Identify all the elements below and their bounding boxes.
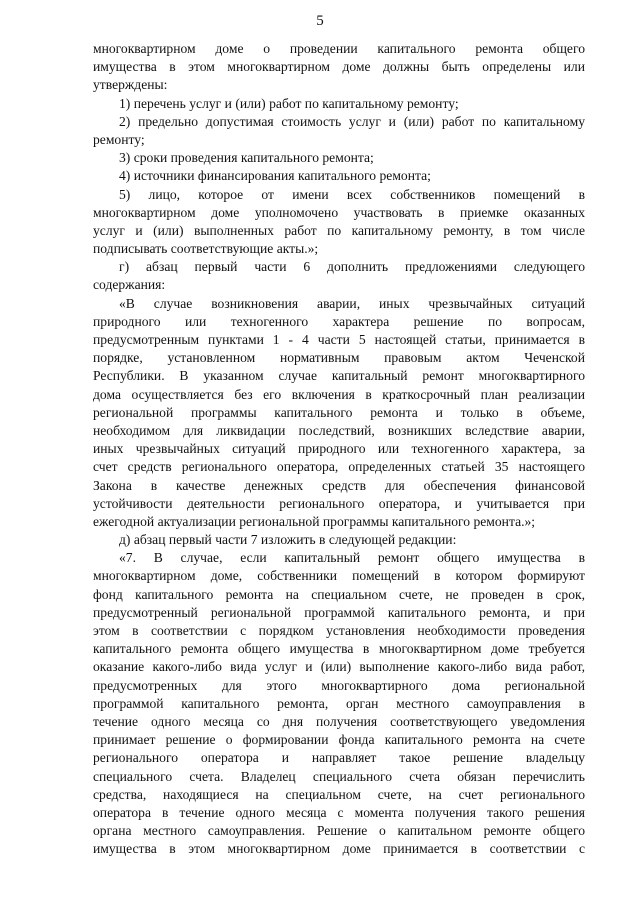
text-line: предусмотренным пунктами 1 - 4 части 5 настоящей статьи, принимается в xyxy=(93,332,585,347)
text-line: многоквартирном доме о проведении капитального ремонта общего xyxy=(93,41,585,56)
text-line: принимает решение о формировании фонда капитального ремонта на счете xyxy=(93,732,585,748)
text-line: региональной программы капитального ремонта и только в объеме, xyxy=(93,404,585,420)
text-line: содержания: xyxy=(93,277,166,293)
text-line: средства, находящиеся на специальном счете, на счет регионального xyxy=(93,786,585,802)
text-line: «В случае возникновения аварии, иных чрезвычайных ситуаций xyxy=(119,295,585,311)
text-line: многоквартирном доме, собственники помещений в котором формируют xyxy=(93,568,585,584)
text-line: подписывать соответствующие акты.»; xyxy=(93,241,319,257)
text-line: ремонту; xyxy=(93,131,145,147)
text-line: Закона в качестве денежных средств для обеспечения финансовой xyxy=(93,477,585,493)
text-line: г) абзац первый части 6 дополнить предложениями следующего xyxy=(119,259,585,275)
text-line: 2) предельно допустимая стоимость услуг и (или) работ по капитальному xyxy=(119,113,585,129)
text-line: этом в соответствии с порядком установления необходимости проведения xyxy=(93,623,585,638)
text-line: иных чрезвычайных ситуаций природного или техногенного характера, за xyxy=(93,441,585,457)
text-line: д) абзац первый части 7 изложить в следующей редакции: xyxy=(119,532,457,548)
text-line: дома осуществляется без его включения в краткосрочный план реализации xyxy=(93,386,585,402)
text-line: услуг и (или) выполненных работ по капитальному ремонту, в том числе xyxy=(93,222,585,238)
text-line: порядке, установленном нормативным правовым актом Чеченской xyxy=(93,350,585,366)
text-line: 5) лицо, которое от имени всех собственников помещений в xyxy=(119,186,585,202)
text-line: предусмотренных для этого многоквартирного дома региональной xyxy=(93,677,585,693)
text-line: утверждены: xyxy=(93,77,168,93)
text-line: «7. В случае, если капитальный ремонт общего имущества в xyxy=(119,550,585,566)
text-line: оператора в течение одного месяца с момента получения такого решения xyxy=(93,804,585,820)
text-line: специального счета. Владелец специального счета обязан перечислить xyxy=(93,768,585,784)
text-line: капитального ремонта общего имущества в многоквартирном доме требуется xyxy=(93,641,585,657)
text-line: природного или техногенного характера решение по вопросам, xyxy=(93,313,585,329)
text-line: устойчивости деятельности регионального оператора, и учитывается при xyxy=(93,495,585,511)
text-line: необходимом для ликвидации последствий, возникших вследствие аварии, xyxy=(93,422,585,438)
text-line: имущества в этом многоквартирном доме должны быть определены или xyxy=(93,59,585,75)
text-line: программой капитального ремонта, орган местного самоуправления в xyxy=(93,695,585,711)
text-line: предусмотренный региональной программой капитального ремонта, и при xyxy=(93,604,585,620)
text-line: многоквартирном доме уполномочено участвовать в приемке оказанных xyxy=(93,204,585,220)
text-line: счет средств регионального оператора, определенных статьей 35 настоящего xyxy=(93,459,585,475)
text-line: ежегодной актуализации региональной программы капитального ремонта.»; xyxy=(93,513,536,529)
document-body xyxy=(93,40,585,858)
text-line: течение одного месяца со дня получения соответствующего уведомления xyxy=(93,713,585,729)
text-line: 3) сроки проведения капитального ремонта; xyxy=(119,150,374,166)
text-line: органа местного самоуправления. Решение о капитальном ремонте общего xyxy=(93,823,585,839)
text-line: фонд капитального ремонта на специальном счете, не проведен в срок, xyxy=(93,586,585,602)
page-number: 5 xyxy=(316,13,324,29)
text-line: имущества в этом многоквартирном доме принимается в соответствии с xyxy=(93,841,585,857)
text-line: 4) источники финансирования капитального ремонта; xyxy=(119,168,431,184)
text-line: регионального оператора и направляет такое решение владельцу xyxy=(93,750,585,766)
text-line: оказание какого-либо вида услуг и (или) выполнение какого-либо вида работ, xyxy=(93,659,585,675)
text-line: 1) перечень услуг и (или) работ по капитальному ремонту; xyxy=(119,95,459,111)
text-line: Республики. В указанном случае капитальный ремонт многоквартирного xyxy=(93,368,585,384)
